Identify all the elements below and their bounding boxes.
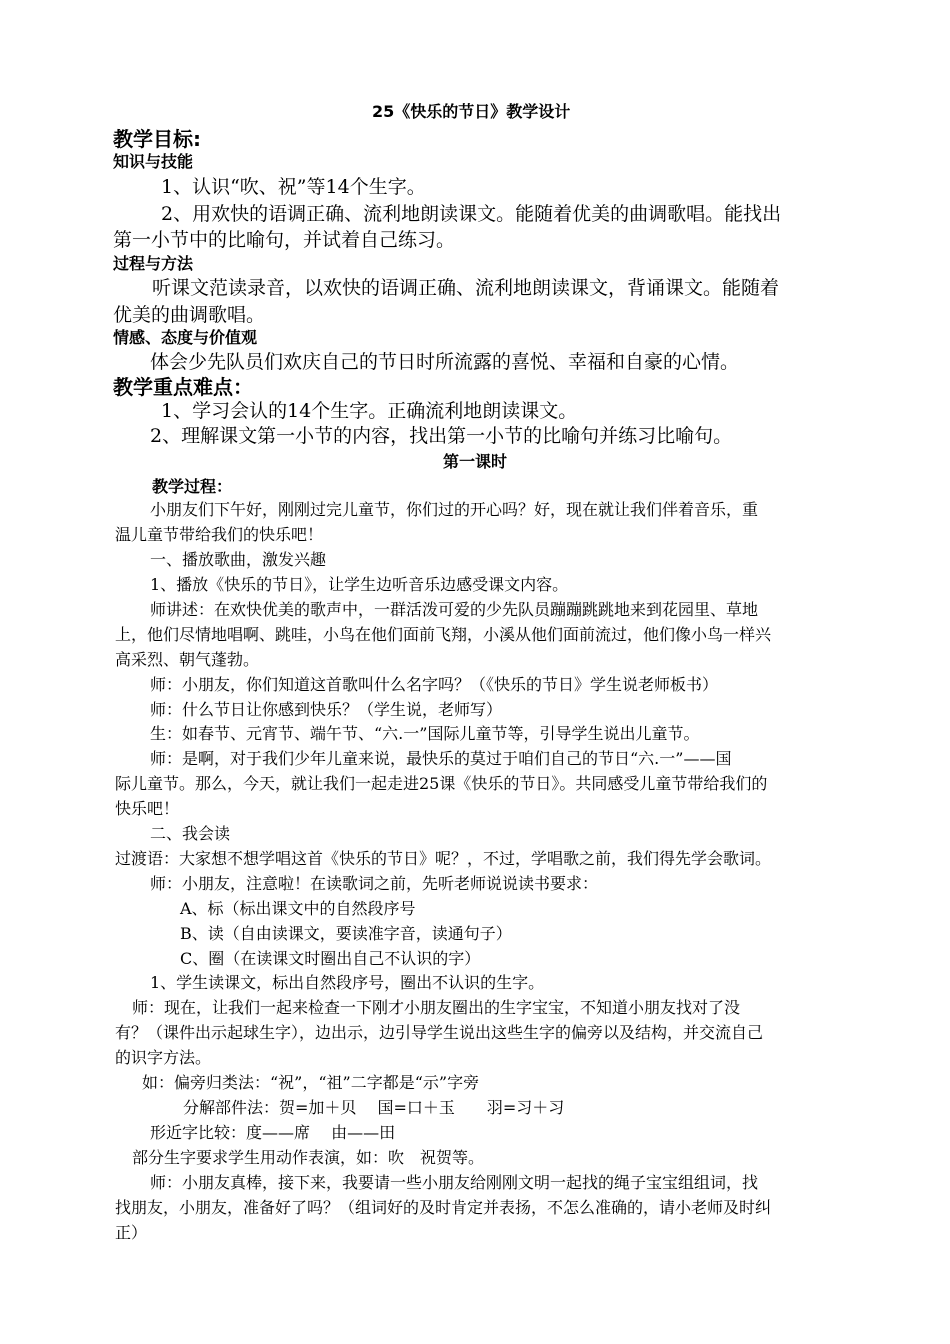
paragraph-line: 1、学生读课文，标出自然段序号，圈出不认识的生字。	[150, 973, 545, 992]
paragraph-line: 的识字方法。	[115, 1048, 212, 1067]
paragraph-line: 师：什么节日让你感到快乐？（学生说，老师写）	[150, 700, 503, 719]
emotion-line: 体会少先队员们欢庆自己的节日时所流露的喜悦、幸福和自豪的心情。	[150, 351, 740, 373]
paragraph-line: 师：是啊，对于我们少年儿童来说，最快乐的莫过于咱们自己的节日“六.一”——国	[150, 749, 732, 768]
key-heading: 教学重点难点：	[113, 375, 253, 399]
paragraph-line: 分解部件法：贺=加＋贝 国=口＋玉 羽=习＋习	[183, 1098, 565, 1117]
paragraph-line: 正）	[115, 1223, 148, 1242]
process-line: 优美的曲调歌唱。	[113, 304, 266, 326]
knowledge-heading: 知识与技能	[113, 152, 194, 171]
paragraph-line: 快乐吧！	[115, 799, 180, 818]
paragraph-line: 过渡语：大家想不想学唱这首《快乐的节日》呢？，不过，学唱歌之前，我们得先学会歌词。	[115, 849, 772, 868]
paragraph-line: 二、我会读	[150, 824, 231, 843]
paragraph-line: A、标（标出课文中的自然段序号	[180, 899, 416, 918]
emotion-heading: 情感、态度与价值观	[113, 328, 258, 347]
paragraph-line: 找朋友，小朋友，准备好了吗？（组词好的及时肯定并表扬，不怎么准确的，请小老师及时纠	[115, 1198, 772, 1217]
goal-line: 第一小节中的比喻句，并试着自己练习。	[113, 229, 456, 251]
paragraph-line: 小朋友们下午好，刚刚过完儿童节，你们过的开心吗？好，现在就让我们伴着音乐，重	[150, 500, 759, 519]
paragraph-line: 1、播放《快乐的节日》，让学生边听音乐边感受课文内容。	[150, 575, 569, 594]
paragraph-line: 师：小朋友，你们知道这首歌叫什么名字吗？（《快乐的节日》学生说老师板书）	[150, 675, 719, 694]
goals-heading: 教学目标:	[113, 127, 201, 151]
goal-line: 1、认识“吹、祝”等14个生字。	[161, 176, 426, 198]
paragraph-line: 生：如春节、元宵节、端午节、“六.一”国际儿童节等，引导学生说出儿童节。	[150, 724, 700, 743]
document-title: 25《快乐的节日》教学设计	[372, 102, 571, 121]
paragraph-line: 高采烈、朝气蓬勃。	[115, 650, 260, 669]
paragraph-line: 部分生字要求学生用动作表演，如：吹 祝贺等。	[132, 1148, 485, 1167]
paragraph-line: 师：小朋友，注意啦！在读歌词之前，先听老师说说读书要求：	[150, 874, 599, 893]
paragraph-line: 一、播放歌曲，激发兴趣	[150, 550, 327, 569]
paragraph-line: 如：偏旁归类法：“祝”，“祖”二字都是“示”字旁	[142, 1073, 480, 1092]
paragraph-line: 师：小朋友真棒，接下来，我要请一些小朋友给刚刚文明一起找的绳子宝宝组组词，找	[150, 1173, 759, 1192]
paragraph-line: 师讲述：在欢快优美的歌声中，一群活泼可爱的少先队员蹦蹦跳跳地来到花园里、草地	[150, 600, 759, 619]
paragraph-line: 有？（课件出示起球生字），边出示，边引导学生说出这些生字的偏旁以及结构，并交流自己	[115, 1023, 764, 1042]
process2-heading: 教学过程：	[152, 477, 233, 496]
paragraph-line: 上，他们尽情地唱啊、跳哇，小鸟在他们面前飞翔，小溪从他们面前流过，他们像小鸟一样兴	[115, 625, 772, 644]
paragraph-line: C、圈（在读课文时圈出自己不认识的字）	[180, 949, 481, 968]
process-line: 听课文范读录音，以欢快的语调正确、流利地朗读课文，背诵课文。能随着	[152, 277, 780, 299]
paragraph-line: 温儿童节带给我们的快乐吧！	[115, 525, 324, 544]
key-line: 1、学习会认的14个生字。正确流利地朗读课文。	[161, 400, 578, 422]
goal-line: 2、用欢快的语调正确、流利地朗读课文。能随着优美的曲调歌唱。能找出	[161, 203, 782, 225]
paragraph-line: 际儿童节。那么，今天，就让我们一起走进25课《快乐的节日》。共同感受儿童节带给我们的	[115, 774, 768, 793]
paragraph-line: 形近字比较：度——席 由——田	[150, 1123, 396, 1142]
lesson-heading: 第一课时	[443, 452, 508, 471]
paragraph-line: B、读（自由读课文，要读准字音，读通句子）	[180, 924, 512, 943]
process-heading: 过程与方法	[113, 254, 194, 273]
key-line: 2、理解课文第一小节的内容，找出第一小节的比喻句并练习比喻句。	[150, 425, 733, 447]
paragraph-line: 师：现在，让我们一起来检查一下刚才小朋友圈出的生字宝宝，不知道小朋友找对了没	[132, 998, 741, 1017]
